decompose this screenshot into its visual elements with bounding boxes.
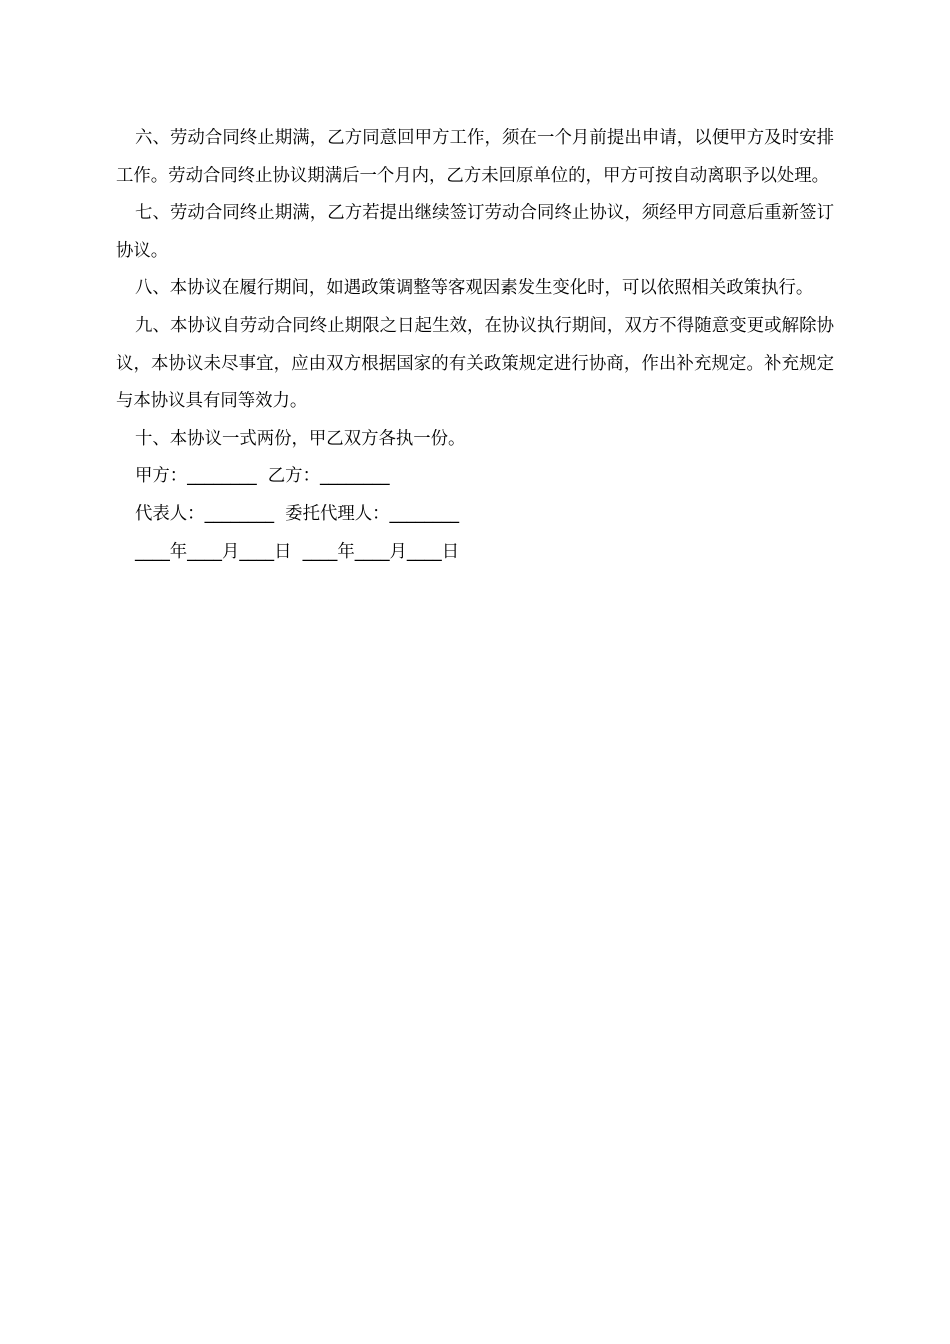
clause-seven: 七、劳动合同终止期满，乙方若提出继续签订劳动合同终止协议，须经甲方同意后重新签订协议。 xyxy=(116,203,834,261)
clause-nine: 九、本协议自劳动合同终止期限之日起生效，在协议执行期间，双方不得随意变更或解除协议，本协议未尽事宜，应由双方根据国家的有关政策规定进行协商，作出补充规定。补充规定与本协议具有同等效力。 xyxy=(116,315,834,412)
clause-ten: 十、本协议一式两份，甲乙双方各执一份。 xyxy=(135,428,466,449)
signature-date-line: ____年____月____日 ____年____月____日 xyxy=(135,541,460,562)
signature-representatives-line: 代表人：________ 委托代理人：________ xyxy=(135,503,460,524)
document-page xyxy=(116,120,834,571)
signature-parties-line: 甲方：________ 乙方：________ xyxy=(135,466,390,487)
clause-six: 六、劳动合同终止期满，乙方同意回甲方工作，须在一个月前提出申请，以便甲方及时安排工作。劳动合同终止协议期满后一个月内，乙方未回原单位的，甲方可按自动离职予以处理。 xyxy=(116,128,834,186)
clause-eight: 八、本协议在履行期间，如遇政策调整等客观因素发生变化时，可以依照相关政策执行。 xyxy=(135,278,814,299)
